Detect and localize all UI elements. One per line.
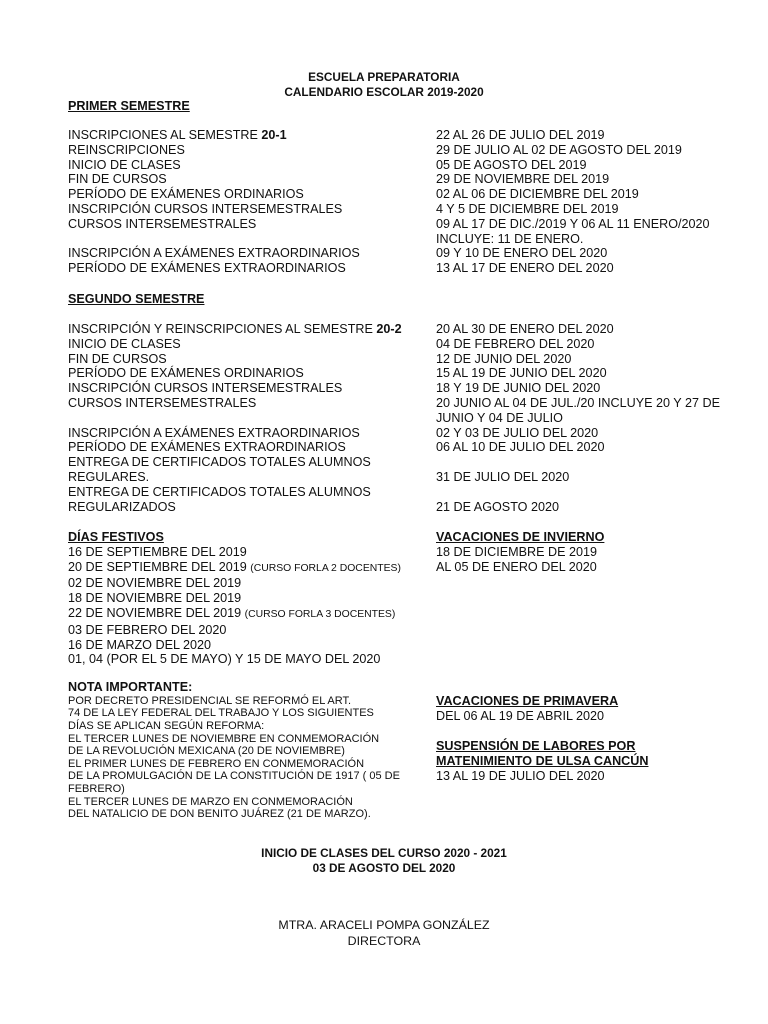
primer-semestre-title: PRIMER SEMESTRE bbox=[68, 99, 190, 113]
event-date: 4 Y 5 DE DICIEMBRE DEL 2019 bbox=[436, 201, 619, 216]
event-date: 09 AL 17 DE DIC./2019 Y 06 AL 11 ENERO/2020 bbox=[436, 216, 710, 231]
nota-line: EL TERCER LUNES DE NOVIEMBRE EN CONMEMORACIÓN bbox=[68, 732, 380, 745]
event-label: ENTREGA DE CERTIFICADOS TOTALES ALUMNOS bbox=[68, 455, 371, 470]
event-date: 29 DE NOVIEMBRE DEL 2019 bbox=[436, 172, 610, 187]
nota-line: DE LA PROMULGACIÓN DE LA CONSTITUCIÓN DE 1917 ( 05 DE bbox=[68, 770, 400, 783]
holiday-item: 03 DE FEBRERO DEL 2020 bbox=[68, 622, 227, 637]
inicio-curso-section bbox=[0, 846, 768, 875]
event-date: 15 AL 19 DE JUNIO DEL 2020 bbox=[436, 366, 607, 381]
vacaciones-invierno-title: VACACIONES DE INVIERNO bbox=[436, 530, 605, 544]
event-date: JUNIO Y 04 DE JULIO bbox=[436, 410, 563, 425]
event-date: 05 DE AGOSTO DEL 2019 bbox=[436, 157, 587, 172]
event-label: FIN DE CURSOS bbox=[68, 351, 167, 366]
suspension-title: MATENIMIENTO DE ULSA CANCÚN bbox=[436, 753, 649, 768]
vacaciones-invierno-section bbox=[436, 530, 736, 574]
event-date: 20 JUNIO AL 04 DE JUL./20 INCLUYE 20 Y 27 DE bbox=[436, 395, 720, 410]
event-date: 12 DE JUNIO DEL 2020 bbox=[436, 351, 572, 366]
suspension-section bbox=[436, 739, 736, 783]
vacaciones-primavera-section bbox=[436, 694, 736, 724]
event-label: PERÍODO DE EXÁMENES EXTRAORDINARIOS bbox=[68, 261, 346, 276]
suspension-date: 13 AL 19 DE JULIO DEL 2020 bbox=[436, 768, 605, 783]
dias-festivos-title: DÍAS FESTIVOS bbox=[68, 530, 164, 544]
event-date: 02 AL 06 DE DICIEMBRE DEL 2019 bbox=[436, 187, 639, 202]
holiday-item: 20 DE SEPTIEMBRE DEL 2019 (CURSO FORLA 2 DOCENTES) bbox=[68, 559, 401, 574]
vacation-date: 18 DE DICIEMBRE DE 2019 bbox=[436, 544, 597, 559]
holiday-item: 16 DE SEPTIEMBRE DEL 2019 bbox=[68, 544, 247, 559]
event-label: ENTREGA DE CERTIFICADOS TOTALES ALUMNOS bbox=[68, 484, 371, 499]
event-date: 06 AL 10 DE JULIO DEL 2020 bbox=[436, 440, 605, 455]
event-label: INSCRIPCIÓN CURSOS INTERSEMESTRALES bbox=[68, 381, 343, 396]
nota-line: 74 DE LA LEY FEDERAL DEL TRABAJO Y LOS SIGUIENTES bbox=[68, 707, 374, 720]
event-label: INICIO DE CLASES bbox=[68, 336, 181, 351]
event-date: 18 Y 19 DE JUNIO DEL 2020 bbox=[436, 381, 601, 396]
event-label: FIN DE CURSOS bbox=[68, 172, 167, 187]
school-name: ESCUELA PREPARATORIA bbox=[308, 70, 460, 84]
event-label: INSCRIPCIÓN A EXÁMENES EXTRAORDINARIOS bbox=[68, 425, 360, 440]
event-date: 22 AL 26 DE JULIO DEL 2019 bbox=[436, 128, 605, 142]
signer-role: DIRECTORA bbox=[347, 933, 421, 948]
event-date: 21 DE AGOSTO 2020 bbox=[436, 499, 559, 514]
event-label: PERÍODO DE EXÁMENES EXTRAORDINARIOS bbox=[68, 440, 346, 455]
event-label: CURSOS INTERSEMESTRALES bbox=[68, 216, 257, 231]
event-label: INSCRIPCIONES AL SEMESTRE 20-1 bbox=[68, 128, 287, 142]
segundo-semestre-title: SEGUNDO SEMESTRE bbox=[68, 292, 205, 306]
dias-festivos-section bbox=[68, 530, 428, 667]
event-label: REGULARIZADOS bbox=[68, 499, 176, 514]
vacation-date: DEL 06 AL 19 DE ABRIL 2020 bbox=[436, 708, 605, 723]
signature-block bbox=[0, 918, 768, 949]
event-label: REGULARES. bbox=[68, 469, 150, 484]
inicio-curso-date: 03 DE AGOSTO DEL 2020 bbox=[312, 860, 456, 875]
holiday-item: 18 DE NOVIEMBRE DEL 2019 bbox=[68, 591, 242, 606]
event-date: 04 DE FEBRERO DEL 2020 bbox=[436, 336, 595, 351]
holiday-item: 01, 04 (POR EL 5 DE MAYO) Y 15 DE MAYO DEL 2020 bbox=[68, 652, 381, 667]
event-label: PERÍODO DE EXÁMENES ORDINARIOS bbox=[68, 366, 304, 381]
event-date: 29 DE JULIO AL 02 DE AGOSTO DEL 2019 bbox=[436, 142, 682, 157]
inicio-curso-title: INICIO DE CLASES DEL CURSO 2020 - 2021 bbox=[261, 846, 507, 860]
nota-line: FEBRERO) bbox=[68, 782, 125, 795]
event-label: INSCRIPCIÓN Y REINSCRIPCIONES AL SEMESTRE 20-2 bbox=[68, 322, 402, 336]
nota-line: EL PRIMER LUNES DE FEBRERO EN CONMEMORACIÓN bbox=[68, 757, 365, 770]
document-header bbox=[0, 70, 768, 99]
signer-name: MTRA. ARACELI POMPA GONZÁLEZ bbox=[278, 918, 490, 932]
nota-line: POR DECRETO PRESIDENCIAL SE REFORMÓ EL ART. bbox=[68, 694, 352, 707]
segundo-semestre-labels bbox=[68, 322, 428, 514]
event-date: 20 AL 30 DE ENERO DEL 2020 bbox=[436, 322, 614, 336]
primer-semestre-section bbox=[68, 99, 428, 114]
event-label: REINSCRIPCIONES bbox=[68, 142, 185, 157]
event-label: INSCRIPCIÓN CURSOS INTERSEMESTRALES bbox=[68, 201, 343, 216]
vacaciones-primavera-title: VACACIONES DE PRIMAVERA bbox=[436, 694, 619, 708]
calendar-title: CALENDARIO ESCOLAR 2019-2020 bbox=[284, 84, 484, 99]
vacation-date: AL 05 DE ENERO DEL 2020 bbox=[436, 559, 597, 574]
nota-line: DEL NATALICIO DE DON BENITO JUÁREZ (21 DE MARZO). bbox=[68, 808, 371, 821]
primer-semestre-dates bbox=[436, 128, 736, 276]
event-date: 02 Y 03 DE JULIO DEL 2020 bbox=[436, 425, 599, 440]
nota-importante-section bbox=[68, 680, 428, 821]
primer-semestre-labels bbox=[68, 128, 428, 276]
holiday-item: 02 DE NOVIEMBRE DEL 2019 bbox=[68, 576, 242, 591]
suspension-title: SUSPENSIÓN DE LABORES POR bbox=[436, 739, 636, 753]
nota-line: EL TERCER LUNES DE MARZO EN CONMEMORACIÓN bbox=[68, 795, 353, 808]
event-date: 09 Y 10 DE ENERO DEL 2020 bbox=[436, 246, 608, 261]
event-label: PERÍODO DE EXÁMENES ORDINARIOS bbox=[68, 187, 304, 202]
holiday-item: 22 DE NOVIEMBRE DEL 2019 (CURSO FORLA 3 DOCENTES) bbox=[68, 605, 396, 620]
nota-title: NOTA IMPORTANTE: bbox=[68, 680, 193, 694]
event-date: 13 AL 17 DE ENERO DEL 2020 bbox=[436, 261, 614, 276]
nota-line: DÍAS SE APLICAN SEGÚN REFORMA: bbox=[68, 719, 265, 732]
event-label: CURSOS INTERSEMESTRALES bbox=[68, 395, 257, 410]
segundo-semestre-dates bbox=[436, 322, 736, 514]
event-label: INSCRIPCIÓN A EXÁMENES EXTRAORDINARIOS bbox=[68, 246, 360, 261]
holiday-item: 16 DE MARZO DEL 2020 bbox=[68, 637, 212, 652]
segundo-semestre-section bbox=[68, 292, 428, 307]
event-date: INCLUYE: 11 DE ENERO. bbox=[436, 231, 584, 246]
event-label: INICIO DE CLASES bbox=[68, 157, 181, 172]
nota-line: DE LA REVOLUCIÓN MEXICANA (20 DE NOVIEMBRE) bbox=[68, 745, 345, 758]
event-date: 31 DE JULIO DEL 2020 bbox=[436, 469, 570, 484]
